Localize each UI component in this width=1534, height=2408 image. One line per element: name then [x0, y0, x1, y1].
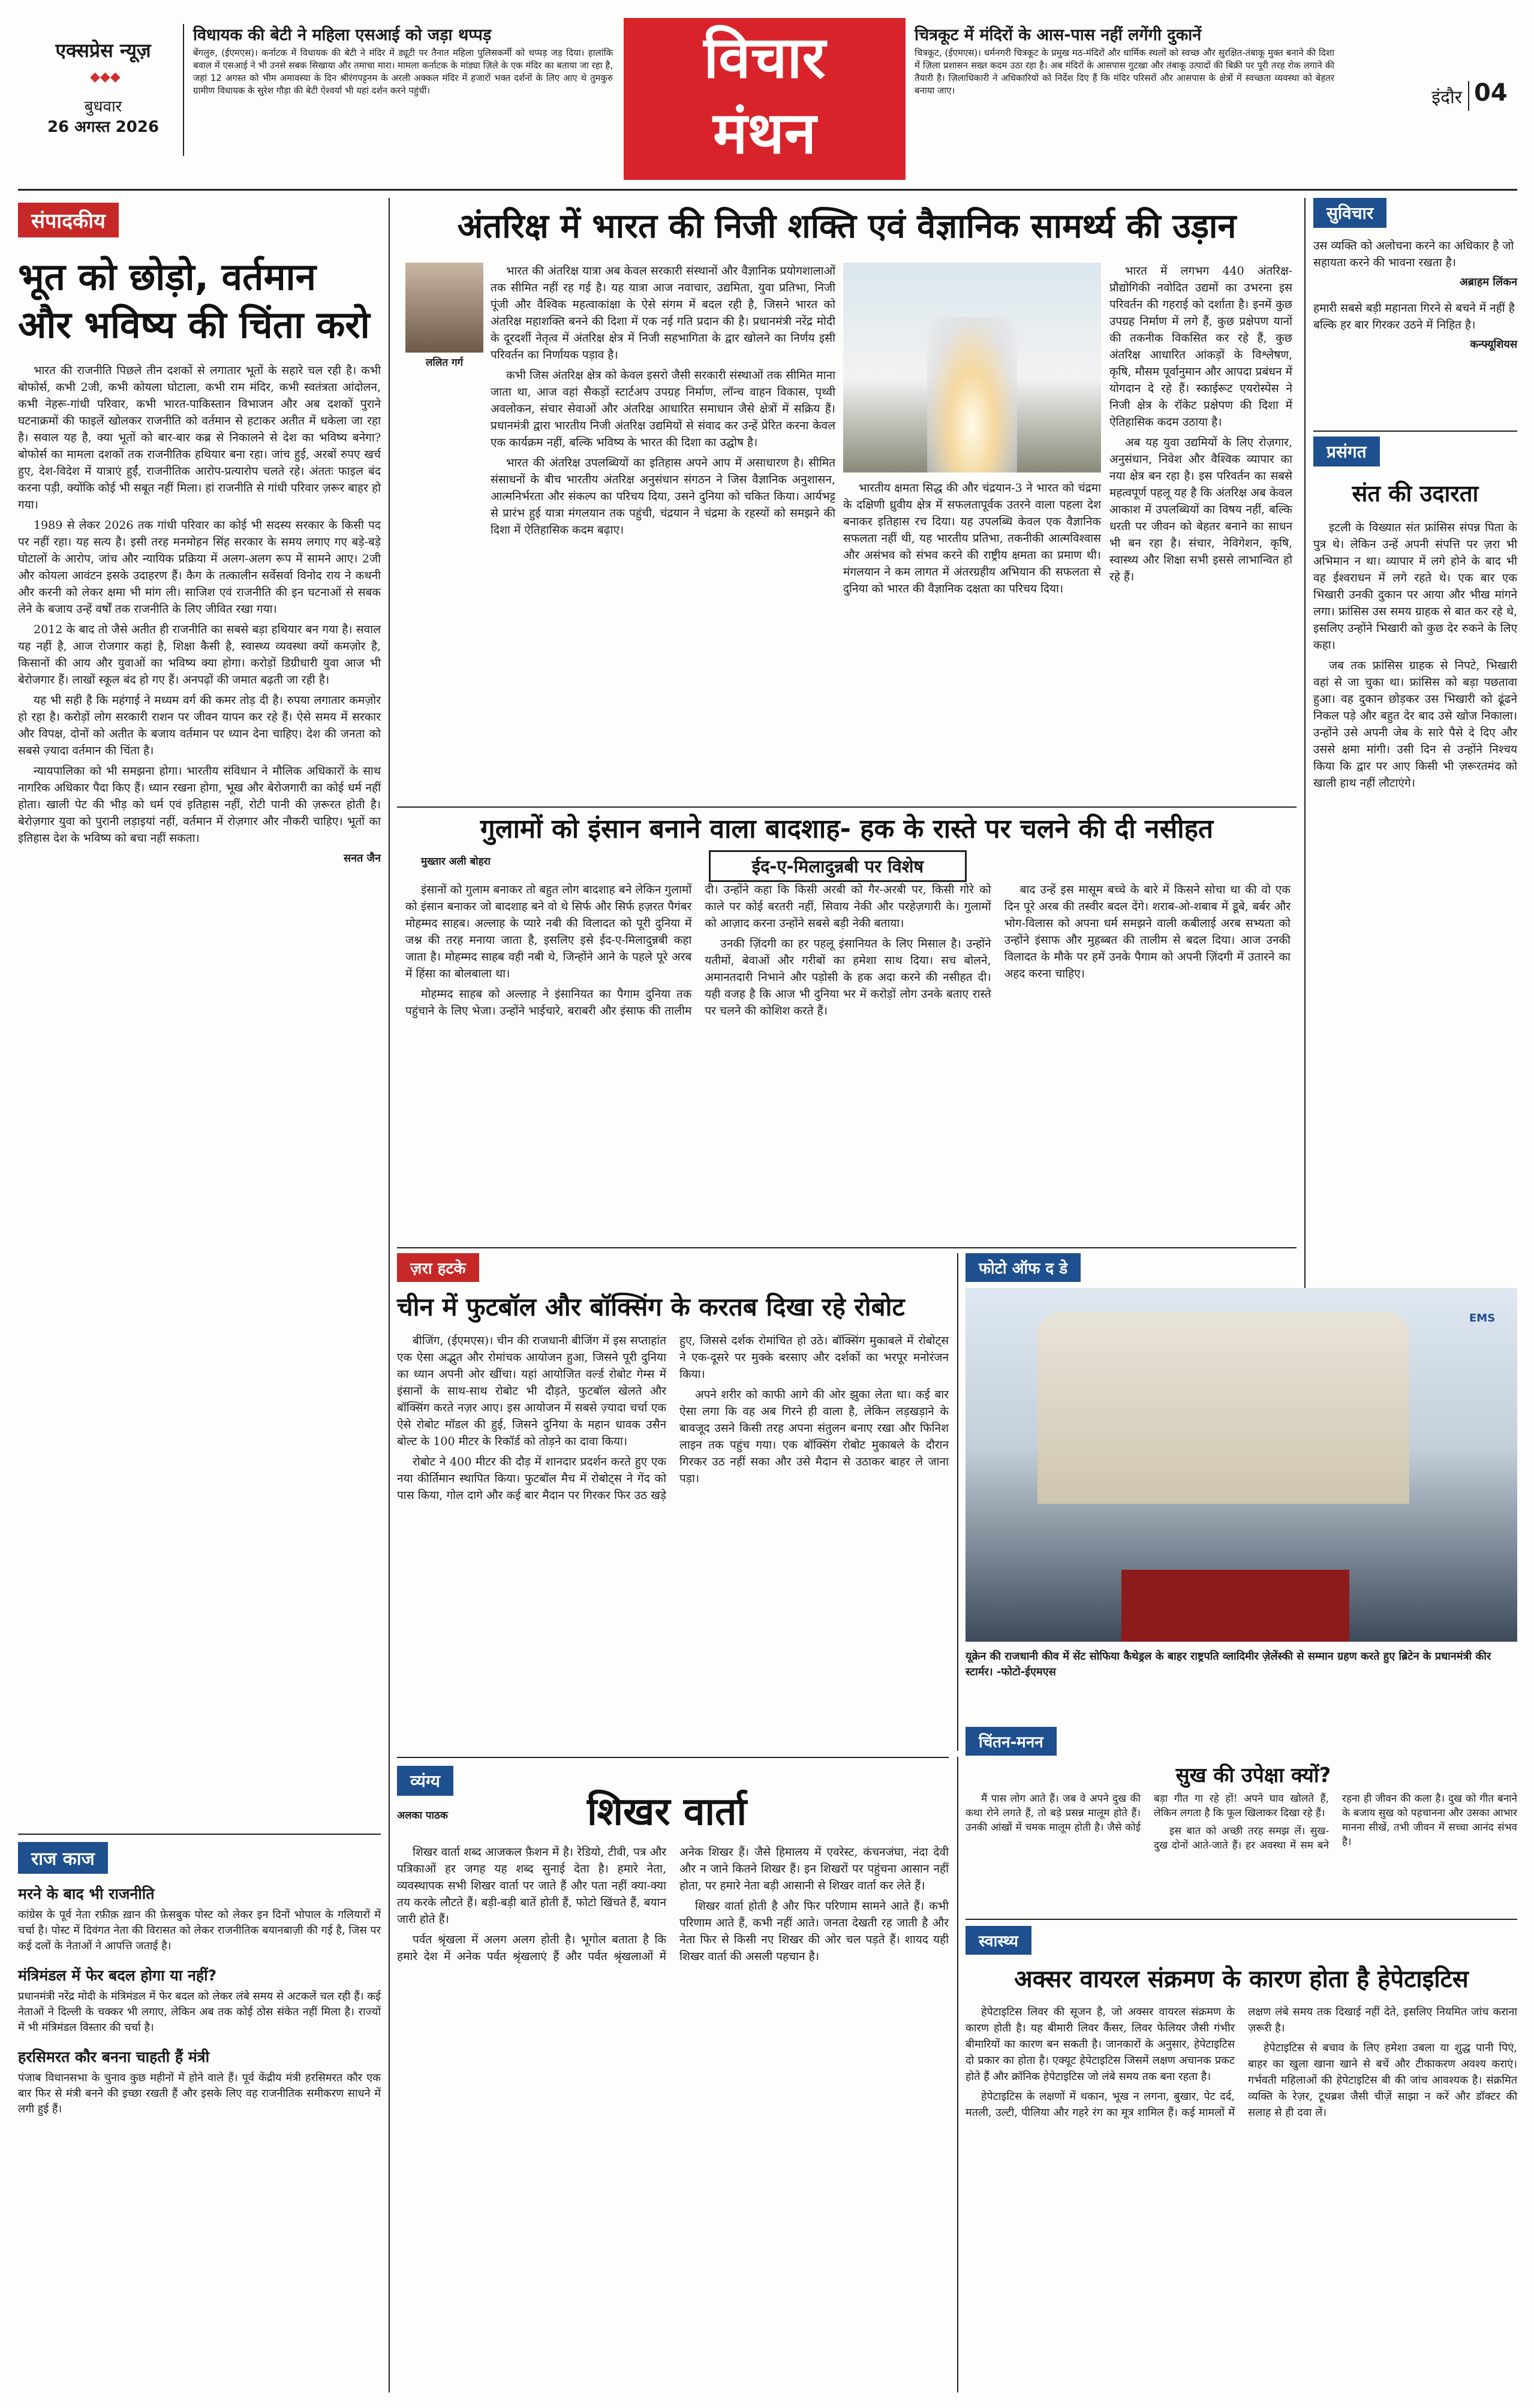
editorial-paragraph: न्यायपालिका को भी समझना होगा। भारतीय संविधान ने मौलिक अधिकारों के साथ नागरिक अधिकार पैदा किए हैं। ध्यान रखना होगा, भूख और बेरोजगारी का कोई धर्म नहीं होता। खाली पेट की भीड़ को धर्म एवं इतिहास नहीं, रोटी पानी की ज़रूरत होती है। बेरोज़गार युवा को पुरानी लड़ाइयां नहीं, वर्तमान में रोज़गार और नौकरी चाहिए। भूतों का इतिहास देश के भविष्य को बचा नहीं सकता।	[18, 764, 381, 845]
prasangvash-body	[1313, 519, 1517, 1395]
section-rule	[1313, 431, 1517, 432]
photo-caption: यूक्रेन की राजधानी कीव में सेंट सोफिया कैथेड्रल के बाहर राष्ट्रपति व्लादिमीर ज़ेलेंस्की से सम्मान ग्रहण करते हुए ब्रिटेन के प्रधानमंत्री कीर स्टार्मर। -फोटो-ईएमएस	[965, 1650, 1491, 1678]
vyangya-section	[397, 1766, 949, 2395]
section-title-box	[624, 18, 906, 180]
meelad-tag: ईद-ए-मिलादुन्नबी पर विशेष	[709, 850, 967, 882]
raaj-kaaj-item-title: मरने के बाद भी राजनीति	[18, 1885, 155, 1903]
lead-author: ललित गर्ग	[425, 357, 464, 369]
editorial-byline: सनत जैन	[343, 852, 381, 865]
swasthya-section	[965, 1926, 1517, 2400]
diamond-ornament: ◆◆◆	[90, 70, 121, 85]
lead-paragraph: अब यह युवा उद्यमियों के लिए रोज़गार, अनुसंधान, निवेश और वैश्विक व्यापार का नया क्षेत्र बन रहा है। इस परिवर्तन का सबसे महत्वपूर्ण पहलू यह है कि अंतरिक्ष अब केवल आकाश में उपलब्धियों का विषय नहीं, बल्कि धरती पर जीवन को बेहतर बनाने का साधन भी बन रहा है। संचार, नेविगेशन, कृषि, स्वास्थ्य और शिक्षा सभी इससे लाभान्वित हो रहे हैं।	[1109, 436, 1292, 583]
swasthya-label: स्वास्थ्य	[965, 1926, 1031, 1955]
lead-paragraph: भारत की अंतरिक्ष उपलब्धियों का इतिहास अपने आप में असाधारण है। सीमित संसाधनों के बीच भारतीय अंतरिक्ष अनुसंधान संगठन ने जिस वैज्ञानिक अनुशासन, आत्मनिर्भरता और संकल्प का परिचय दिया, उसने दुनिया को चकित किया। आर्यभट्ट से प्रारंभ हुई यात्रा मंगलयान तक पहुंची, चंद्रयान ने चंद्रमा के रहस्यों को समझने की दिशा में ऐतिहासिक कदम बढ़ाए।	[491, 456, 835, 537]
suvichar-quote: उस व्यक्ति को अलोचना करने का अधिकार है जो सहायता करने की भावना रखता है।	[1313, 239, 1514, 269]
vyangya-body	[397, 1844, 949, 2392]
raaj-kaaj-label: राज काज	[18, 1842, 108, 1874]
chintan-paragraph: मैं पास लोग आते हैं। जब वे अपने दुख की कथा रोने लगते हैं, तो बड़े प्रसन्न मालूम होते हैं। उनकी आंखों में चमक मालूम होती है। जैसे कोई बड़ा गीत गा रहे हों! अपने घाव खोलते हैं, लेकिन लगता है कि फूल खिलाकर दिखा रहे हैं।	[965, 1793, 1329, 1834]
raaj-kaaj-section	[18, 1842, 381, 2400]
lead-body-left	[491, 263, 835, 802]
prasangvash-label: प्रसंगत	[1313, 437, 1380, 466]
vyangya-paragraph: पर्वत श्रृंखला में अलग अलग होती है। भूगोल बताता है कि हमारे देश में अनेक पर्वत श्रृंखलाएं हैं और पर्वत श्रृंखलाओं में अनेक शिखर हैं। जैसे हिमालय में एवरेस्ट, कंचनजंघा, नंदा देवी और न जाने कितने शिखर हैं। इन शिखरों पर पहुंचना आसान नहीं होता, पर हमारे नेता बड़ी आसानी से शिखर वार्ता कर लेते हैं।	[397, 1846, 949, 1963]
column-divider	[957, 1253, 958, 1751]
lead-headline: अंतरिक्ष में भारत की निजी शक्ति एवं वैज्ञानिक सामर्थ्य की उड़ान	[457, 207, 1237, 246]
photo-label: फोटो ऑफ द डे	[965, 1253, 1081, 1282]
lead-article	[397, 198, 1297, 803]
robot-headline: चीन में फुटबॉल और बॉक्सिंग के करतब दिखा रहे रोबोट	[397, 1292, 905, 1322]
editorial-paragraph: यह भी सही है कि महंगाई ने मध्यम वर्ग की कमर तोड़ दी है। रुपया लगातार कमज़ोर हो रहा है। करोड़ों लोग सरकारी राशन पर जीवन यापन कर रहे हैं। ऐसे समय में सरकार और विपक्ष, दोनों को अतीत के बजाय वर्तमान पर ध्यान देना चाहिए। देश की जनता को सबसे ज़्यादा वर्तमान की चिंता है।	[18, 694, 381, 757]
column-divider	[957, 1757, 958, 2392]
section-rule	[965, 1919, 1517, 1920]
suvichar-box	[1313, 198, 1517, 426]
swasthya-paragraph: हेपेटाइटिस के लक्षणों में थकान, भूख न लगना, बुखार, पेट दर्द, मतली, उल्टी, पीलिया और गहरे रंग का मूत्र शामिल हैं। कई मामलों में लक्षण लंबे समय तक दिखाई नहीं देते, इसलिए नियमित जांच कराना ज़रूरी है।	[965, 2006, 1517, 2119]
brief-left-text: बेंगलुरु, (ईएमएस)। कर्नाटक में विधायक की बेटी ने मंदिर में ड्यूटी पर तैनात महिला पुलिसकर्मी को थप्पड़ जड़ दिया। हालांकि बवाल में एसआई ने भी उनसे सबक सिखाया और तमाचा मारा। मामला कर्नाटक के मांड्या ज़िले के एक मंदिर का बताया जा रहा है, जहां 12 अगस्त को भीम अमावस्या के दिन श्रीरंगपट्टनम के अरली अक्कल मंदिर में हजारों भक्त दर्शनों के लिए आए थे तुमकुरु ग्रामीण विधायक के सुरेश गौड़ा की बेटी ऐश्वर्या भी यहां दर्शन करने पहुंचीं।	[193, 47, 613, 96]
lead-paragraph: भारतीय क्षमता सिद्ध की और चंद्रयान-3 ने भारत को चंद्रमा के दक्षिणी ध्रुवीय क्षेत्र में सफलतापूर्वक उतरने वाला पहला देश बनाकर इतिहास रच दिया। यह उपलब्धि केवल एक वैज्ञानिक सफलता नहीं थी, यह भारतीय प्रतिभा, तकनीकी आत्मविश्वास और असंभव को संभव करने की राष्ट्रीय क्षमता का प्रमाण थी। मंगलयान ने कम लागत में अंतरग्रहीय अभियान की सफलता से दुनिया को भारत की वैज्ञानिक दक्षता का परिचय दिया।	[843, 481, 1101, 595]
prasangvash-paragraph: इटली के विख्यात संत फ्रांसिस संपन्न पिता के पुत्र थे। लेकिन उन्हें अपनी संपत्ति पर ज़रा भी अभिमान न था। व्यापार में लगे होने के बाद भी वह ईश्वराधन में लगे रहते थे। एक बार एक भिखारी उनकी दुकान पर आया और भीख मांगने लगा। फ्रांसिस उस समय ग्राहक से बात कर रहे थे, इसलिए उन्होंने भिखारी को कुछ देर रुकने के लिए कहा।	[1313, 521, 1517, 652]
masthead-divider-left	[183, 24, 184, 156]
section-title-1: विचार	[703, 24, 826, 91]
swasthya-paragraph: हेपेटाइटिस लिवर की सूजन है, जो अक्सर वायरल संक्रमण के कारण होती है। यह बीमारी लिवर कैंसर, लिवर फेलियर जैसी गंभीर बीमारियों का कारण बन सकती है। जानकारों के अनुसार, हेपेटाइटिस दो प्रकार का होता है। एक्यूट हेपेटाइटिस जिसमें लक्षण अचानक प्रकट होते हैं और क्रॉनिक हेपेटाइटिस जो लंबे समय तक बना रहता है।	[965, 2006, 1235, 2083]
raaj-kaaj-item-text: कांग्रेस के पूर्व नेता रफ़ीक़ ख़ान की फ़ेसबुक पोस्ट को लेकर इन दिनों भोपाल के गलियारों में चर्चा है। पोस्ट में दिवंगत नेता की विरासत को लेकर राजनीतिक बयानबाज़ी की गई है, जिस पर कई दलों के नेताओं ने आपत्ति जताई है।	[18, 1909, 381, 1952]
meelad-body	[405, 881, 1291, 1241]
meelad-paragraph: इंसानों को गुलाम बनाकर तो बहुत लोग बादशाह बने लेकिन गुलामों को इंसान बनाकर जो बादशाह बने वो थे सिर्फ और सिर्फ हज़रत पैगंबर मोहम्मद साहब। अल्लाह के प्यारे नबी की विलादत को पूरी दुनिया में जश्न की तरह मनाया जाता है, इसलिए इसे ईद-ए-मिलादुन्नबी कहा जाता है। मोहम्मद साहब वही नबी थे, जिन्होंने आने के पहले पूरे अरब में हिंसा का बोलबाला था।	[405, 883, 692, 980]
swasthya-headline: अक्सर वायरल संक्रमण के कारण होता है हेपेटाइटिस	[1014, 1965, 1469, 1993]
editorial-label: संपादकीय	[18, 203, 119, 237]
section-rule	[397, 1247, 1297, 1248]
rocket-launch-image	[843, 263, 1101, 472]
prasangvash-box	[1313, 437, 1517, 1384]
meelad-paragraph: मोहम्मद साहब को अल्लाह ने इंसानियत का पैगाम दुनिया तक पहुंचाने के लिए भेजा। उन्होंने भाईचारे, बराबरी और इंसाफ की तालीम दी। उन्होंने कहा कि किसी अरबी को गैर-अरबी पर, किसी गोरे को काले पर कोई बरतरी नहीं, सिवाय नेकी और परहेज़गारी के। गुलामों को आज़ाद करना उन्होंने सबसे बड़ी नेकी बताया।	[405, 883, 991, 1018]
section-rule	[18, 1834, 381, 1835]
swasthya-paragraph: हेपेटाइटिस से बचाव के लिए हमेशा उबला या शुद्ध पानी पिएं, बाहर का खुला खाना खाने से बचें और टीकाकरण अवश्य कराएं। गर्भवती महिलाओं की हेपेटाइटिस बी की जांच आवश्यक है। संक्रमित व्यक्ति के रेज़र, टूथब्रश जैसी चीज़ें साझा न करें और डॉक्टर की सलाह से ही दवा लें।	[1248, 2042, 1517, 2119]
lead-body-middle	[843, 480, 1101, 803]
editorial-paragraph: भारत की राजनीति पिछले तीन दशकों से लगातार भूतों के सहारे चल रही है। कभी बोफोर्स, कभी 2जी, कभी कोयला घोटाला, कभी राम मंदिर, कभी स्वतंत्रता आंदोलन, कभी नेहरू-गांधी परिवार, कभी भारत-पाकिस्तान विभाजन और अब दशकों पुराने घटनाक्रमों की फाइलें खोलकर राजनीति को वर्तमान से हटाकर अतीत में धकेला जा रहा है। सवाल यह है, क्या भूतों को बार-बार कब्र से निकालने से देश का भविष्य बनेगा? बोफोर्स का मामला दशकों तक राजनीतिक हथियार बना रहा। जांच हुई, अरबों रुपए खर्च हुए, देश-विदेश में यात्राएं हुईं, राजनीतिक आरोप-प्रत्यारोप चलते रहे। अंततः फाइल बंद करना पड़ी, क्योंकि कोई भी सबूत नहीं मिला। हां राजनीति से गांधी परिवार ज़रूर बाहर हो गया।	[18, 364, 381, 511]
prasangvash-headline: संत की उदारता	[1352, 480, 1479, 507]
vyangya-paragraph: शिखर वार्ता होती है और फिर परिणाम सामने आते हैं। कभी परिणाम आते हैं, कभी नहीं आते। जनता देखती रह जाती है और नेता फिर से किसी नए शिखर की ओर चल पड़ते हैं। शायद यही शिखर वार्ता की असली पहचान है।	[679, 1900, 949, 1963]
brief-left-title: विधायक की बेटी ने महिला एसआई को जड़ा थप्पड़	[193, 26, 492, 44]
section-rule	[397, 1757, 949, 1758]
vyangya-headline: शिखर वार्ता	[586, 1790, 747, 1834]
vyangya-paragraph: शिखर वार्ता शब्द आजकल फ़ैशन में है। रेडियो, टीवी, पत्र और पत्रिकाओं हर जगह यह शब्द सुनाई देता है। हमारे नेता, व्यवस्थापक सभी शिखर वार्ता पर जाते हैं और पता नहीं क्या-क्या तय करके लौटते हैं। बड़ी-बड़ी बातें होती हैं, फोटो खिंचते हैं, बयान जारी होते हैं।	[397, 1846, 666, 1926]
issue-date: 26 अगस्त 2026	[47, 118, 160, 136]
chintan-headline: सुख की उपेक्षा क्यों?	[1175, 1763, 1331, 1787]
raaj-kaaj-item-title: मंत्रिमंडल में फेर बदल होगा या नहीं?	[18, 1967, 217, 1984]
meelad-article	[397, 811, 1297, 1242]
robot-label: ज़रा हटके	[397, 1253, 479, 1282]
rocket-plume	[927, 317, 1017, 472]
brief-right-title: चित्रकूट में मंदिरों के आस-पास नहीं लगेंगी दुकानें	[915, 26, 1202, 44]
meelad-paragraph: उनकी ज़िंदगी का हर पहलू इंसानियत के लिए मिसाल है। उन्होंने यतीमों, बेवाओं और गरीबों का हमेशा साथ दिया। सच बोलने, अमानतदारी निभाने और पड़ोसी के हक अदा करने की नसीहत दी। यही वजह है कि आज भी दुनिया भर में करोड़ों लोग उनके बताए रास्ते पर चलने की कोशिश करते हैं।	[705, 937, 991, 1018]
robot-paragraph: बीजिंग, (ईएमएस)। चीन की राजधानी बीजिंग में इस सप्ताहांत एक ऐसा अद्भुत और रोमांचक आयोजन हुआ, जिसने पूरी दुनिया का ध्यान अपनी ओर खींचा। यहां आयोजित वर्ल्ड रोबोट गेम्स में इंसानों के साथ-साथ रोबोट भी दौड़ते, फुटबॉल खेलते और बॉक्सिंग करते नज़र आए। इस आयोजन में सबसे ज़्यादा चर्चा एक ऐसे रोबोट मॉडल की हुई, जिसने दुनिया के महान धावक उसैन बोल्ट के 100 मीटर के रिकॉर्ड को तोड़ने का दावा किया।	[397, 1334, 666, 1448]
chintan-paragraph: इस बात को अच्छी तरह समझ लें। सुख-दुख दोनों आते-जाते हैं। हर अवस्था में सम बने रहना ही जीवन की कला है। दुख को गीत बनाने के बजाय सुख को पहचानना और उसका आभार मानना सीखें, तभी जीवन में सच्चा आनंद संभव है।	[1154, 1793, 1517, 1852]
issue-day: बुधवार	[84, 98, 122, 116]
brief-right-text: चित्रकूट, (ईएमएस)। धर्मनगरी चित्रकूट के प्रमुख मठ-मंदिरों और धार्मिक स्थलों को स्वच्छ और सुरक्षित-तंबाकू मुक्त बनाने की दिशा में ज़िला प्रशासन सख्त कदम उठा रहा है। अब मंदिरों के आसपास गुटखा और तंबाकू उत्पादों की बिक्री पर पूरी तरह रोक लगाने की तैयारी है। ज़िलाधिकारी ने अधिकारियों को निर्देश दिए हैं कि मंदिर परिसरों और आसपास के क्षेत्रों में स्वच्छता व्यवस्था को बेहतर बनाया जाए।	[915, 47, 1334, 96]
meelad-paragraph: बाद उन्हें इस मासूम बच्चे के बारे में किसने सोचा था की वो एक दिन पूरे अरब की तस्वीर बदल देंगे। शराब-ओ-शबाब में डूबे, बर्बर और भोग-विलास को अपना धर्म समझने वाली कबीलाई अरब सभ्यता को उन्होंने इंसाफ और मुहब्बत की तालीम से बदल दिया। आज उनकी विलादत के मौके पर हमें उनके पैगाम को अपनी ज़िंदगी में उतारने का अहद करना चाहिए।	[1004, 883, 1291, 980]
lead-paragraph: भारत की अंतरिक्ष यात्रा अब केवल सरकारी संस्थानों और वैज्ञानिक प्रयोगशालाओं तक सीमित नहीं रह गई है। यह यात्रा आज नवाचार, उद्यमिता, युवा प्रतिभा, निजी पूंजी और वैश्विक महत्वाकांक्षा के ऐसे संगम में बदल रही है, जिसने भारत को अंतरिक्ष महाशक्ति बनने की दिशा में एक नई गति प्रदान की है। प्रधानमंत्री नरेंद्र मोदी के दूरदर्शी नेतृत्व में अंतरिक्ष क्षेत्र में निजी सहभागिता के द्वार खोलने का निर्णय इसी परिवर्तन का निर्णायक पड़ाव है।	[491, 264, 835, 362]
vyangya-author: अलका पाठक	[397, 1810, 448, 1822]
column-divider	[1304, 198, 1306, 1385]
editorial-section	[18, 198, 381, 1823]
prasangvash-paragraph: जब तक फ्रांसिस ग्राहक से निपटे, भिखारी वहां से जा चुका था। फ्रांसिस को बड़ा पछतावा हुआ। वह दुकान छोड़कर उस भिखारी को ढूंढने निकल पड़े और बहुत देर बाद उसे खोज निकाला। उन्होंने उसे अपनी जेब के सारे पैसे दे दिए और उससे क्षमा मांगी। उसी दिन से उन्होंने निश्चय किया कि द्वार पर आए किसी भी ज़रूरतमंद को खाली हाथ नहीं लौटाएंगे।	[1313, 659, 1517, 790]
editorial-paragraph: 1989 से लेकर 2026 तक गांधी परिवार का कोई भी सदस्य सरकार के किसी पद पर नहीं रहा। यह सत्य है। इसी तरह मनमोहन सिंह सरकार के समय लगाए गए बड़े-बड़े घोटालों के आरोप, जांच और न्यायिक प्रक्रिया में अलग-अलग रूप में सामने आए। 2जी और कोयला आवंटन इसके उदाहरण हैं। कैग के तत्कालीन सर्वेसर्वा विनोद राय ने कथनी और करनी को लेकर क्षमा भी मांग ली। साजिश एवं राजनीति की इन घटनाओं से सबक लेने के बजाय उन्हें वर्षों तक राजनीति के लिए जीवित रखा गया।	[18, 519, 381, 616]
page-number: 04	[1474, 79, 1508, 107]
robot-paragraph: रोबोट ने 400 मीटर की दौड़ में शानदार प्रदर्शन करते हुए एक नया कीर्तिमान स्थापित किया। फुटबॉल मैच में रोबोट्स ने गेंद को पास किया, गोल दागे और कई बार मैदान पर गिरकर फिर उठ खड़े हुए, जिससे दर्शक रोमांचित हो उठे। बॉक्सिंग मुकाबले में रोबोट्स ने एक-दूसरे पर मुक्के बरसाए और दर्शकों का भरपूर मनोरंजन किया।	[397, 1334, 949, 1502]
editorial-body	[18, 362, 381, 1849]
city-name: इंदौर	[1431, 87, 1462, 108]
editorial-headline: भूत को छोड़ो, वर्तमान और भविष्य की चिंता करो	[18, 255, 370, 347]
section-title-2: मंथन	[712, 100, 817, 167]
meelad-author: मुख्तार अली बोहरा	[421, 856, 491, 868]
lead-paragraph: कभी जिस अंतरिक्ष क्षेत्र को केवल इसरो जैसी सरकारी संस्थाओं तक सीमित माना जाता था, आज वहां सैकड़ों स्टार्टअप उपग्रह निर्माण, लॉन्च वाहन विकास, पृथ्वी अवलोकन, संचार सेवाओं और अंतरिक्ष आधारित समाधान जैसे क्षेत्रों में सक्रिय हैं। प्रधानमंत्री द्वारा भारतीय निजी अंतरिक्ष उद्यमियों से संवाद कर उन्हें प्रेरित करना केवल एक कार्यक्रम नहीं, बल्कि भविष्य के भारत की दिशा का उद्घोष है।	[491, 369, 835, 449]
red-carpet	[1121, 1570, 1349, 1642]
meelad-headline: गुलामों को इंसान बनाने वाला बादशाह- हक के रास्ते पर चलने की दी नसीहत	[480, 814, 1214, 844]
chintan-section	[965, 1727, 1517, 1913]
robot-article	[397, 1253, 949, 1751]
masthead-bottom-rule	[18, 189, 1517, 191]
page-number-divider	[1468, 81, 1469, 111]
vyangya-label: व्यंग्य	[397, 1766, 453, 1796]
chintan-body	[965, 1792, 1517, 1912]
lead-body-right	[1109, 263, 1292, 802]
paper-name: एक्सप्रेस न्यूज़	[55, 39, 151, 62]
raaj-kaaj-item-title: हरसिमरत कौर बनना चाहती हैं मंत्री	[18, 2048, 210, 2066]
raaj-kaaj-item-text: पंजाब विधानसभा के चुनाव कुछ महीनों में होने वाले हैं। पूर्व केंद्रीय मंत्री हरसिमरत कौर एक बार फिर से मंत्री बनने की इच्छा रखती हैं और इसके लिए वह राजनीतिक समीकरण साधने में लगी हुई हैं।	[18, 2072, 381, 2115]
suvichar-author: अब्राहम लिंकन	[1460, 276, 1517, 288]
robot-body	[397, 1332, 949, 1740]
suvichar-label: सुविचार	[1313, 198, 1386, 228]
section-rule	[397, 806, 1297, 808]
swasthya-body	[965, 2004, 1517, 2388]
robot-paragraph: अपने शरीर को काफी आगे की ओर झुका लेता था। कई बार ऐसा लगा कि वह अब गिरने ही वाला है, लेकिन लड़खड़ाने के बावजूद उसने किसी तरह अपना संतुलन बनाए रखा और फिनिश लाइन तक पहुंच गया। एक बॉक्सिंग रोबोट मुकाबले के दौरान गिरकर उठ नहीं सका और उसे मैदान से उठाकर बाहर ले जाना पड़ा।	[679, 1388, 949, 1485]
author-photo	[405, 263, 483, 353]
lead-paragraph: भारत में लगभग 440 अंतरिक्ष-प्रौद्योगिकी नवोदित उद्यमों का उभरना इस परिवर्तन की गहराई को दर्शाता है। इनमें कुछ उपग्रह निर्माण में लगे हैं, कुछ प्रक्षेपण यानों की तकनीक विकसित कर रहे हैं, कुछ अंतरिक्ष आधारित आंकड़ों के विश्लेषण, कृषि, मौसम पूर्वानुमान और आपदा प्रबंधन में योगदान दे रहे हैं। स्काईरूट एयरोस्पेस ने निजी क्षेत्र के रॉकेट प्रक्षेपण की दिशा में ऐतिहासिक कदम उठाया है।	[1109, 264, 1292, 429]
editorial-paragraph: 2012 के बाद तो जैसे अतीत ही राजनीति का सबसे बड़ा हथियार बन गया है। सवाल यह नहीं है, आज रोजगार कहां है, शिक्षा कैसी है, स्वास्थ्य व्यवस्था क्यों कमज़ोर है, किसानों की आय और युवाओं का भविष्य क्या होगा। करोड़ों डिग्रीधारी युवा आज भी बेरोजगार हैं। लाखों स्कूल बंद हो गए हैं। अनपढ़ों की जमात बढ़ती जा रही है।	[18, 623, 381, 687]
photo-watermark: EMS	[1469, 1312, 1496, 1325]
chintan-label: चिंतन-मनन	[965, 1727, 1057, 1756]
suvichar-author: कन्फ्यूशियस	[1470, 338, 1517, 351]
column-divider	[389, 198, 390, 2392]
raaj-kaaj-item-text: प्रधानमंत्री नरेंद्र मोदी के मंत्रिमंडल में फेर बदल को लेकर लंबे समय से अटकलें चल रही हैं। कई नेताओं ने दिल्ली के चक्कर भी लगाए, लेकिन अब तक कोई ठोस संकेत नहीं मिला है। राज्यों में भी मंत्रिमंडल विस्तार की चर्चा है।	[18, 1990, 381, 2034]
suvichar-quote: हमारी सबसे बड़ी महानता गिरने से बचने में नहीं है बल्कि हर बार गिरकर उठने में निहित है।	[1313, 302, 1515, 332]
masthead	[0, 0, 1534, 192]
